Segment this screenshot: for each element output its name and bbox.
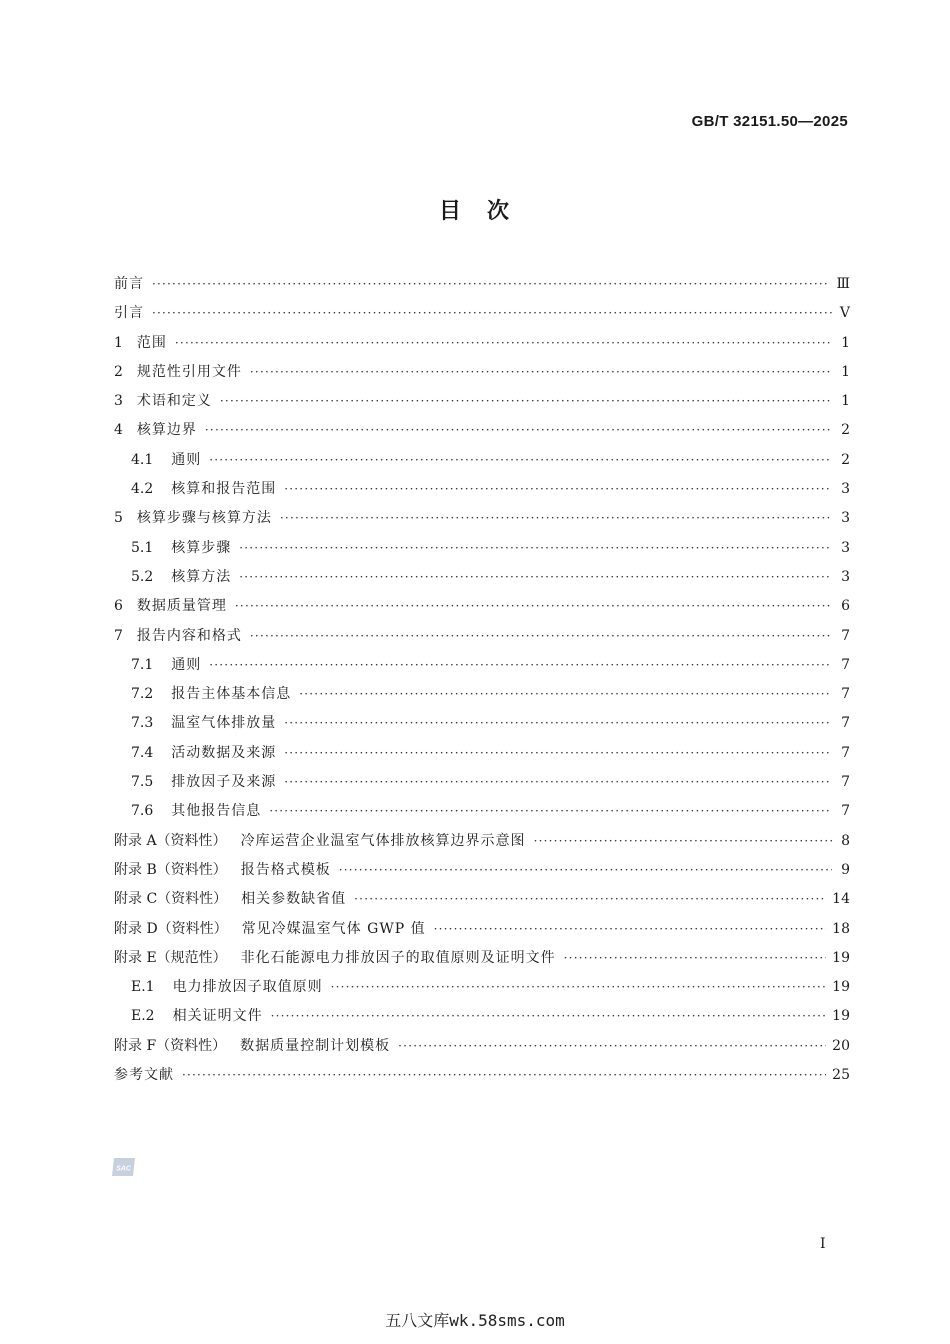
toc-entry-number: 附录 B（资料性） xyxy=(114,861,227,878)
toc-entry-number: 7.4 xyxy=(131,744,154,761)
toc-dot-leader xyxy=(250,622,832,651)
toc-entry-title: 相关参数缺省值 xyxy=(241,891,347,908)
toc-entry-number: E.1 xyxy=(131,979,155,996)
toc-entry-number: 附录 E（规范性） xyxy=(114,949,227,966)
toc-entry-number: 7.3 xyxy=(131,715,154,732)
toc-entry-page: Ⅴ xyxy=(839,305,850,322)
toc-dot-leader xyxy=(398,1032,826,1061)
toc-entry[interactable] xyxy=(114,1032,850,1061)
toc-entry-page: 7 xyxy=(841,715,850,732)
toc-entry[interactable] xyxy=(114,387,850,416)
toc-entry-title: 数据质量管理 xyxy=(136,598,227,615)
toc-dot-leader xyxy=(331,973,827,1002)
toc-entry-number: 5 xyxy=(114,510,123,527)
toc-entry-title: 报告格式模板 xyxy=(240,861,331,878)
toc-entry-page: 6 xyxy=(841,598,850,615)
toc-entry-title: 核算步骤 xyxy=(171,539,232,556)
toc-entry-title: 核算步骤与核算方法 xyxy=(136,510,272,527)
toc-entry-title: 前言 xyxy=(114,276,144,292)
toc-entry-number: 1 xyxy=(114,334,123,351)
toc-entry-title: 冷库运营企业温室气体排放核算边界示意图 xyxy=(240,832,526,849)
toc-entry[interactable] xyxy=(114,768,850,797)
toc-entry-page: 1 xyxy=(841,363,850,380)
toc-entry[interactable] xyxy=(114,944,850,973)
toc-entry-page: 19 xyxy=(832,979,850,996)
toc-entry-page: 9 xyxy=(841,861,850,878)
toc-dot-leader xyxy=(284,739,832,768)
standard-code: GB/T 32151.50—2025 xyxy=(691,113,848,130)
toc-entry-number: E.2 xyxy=(131,1008,155,1025)
site-watermark: 五八文库wk.58sms.com xyxy=(385,1311,565,1330)
toc-entry-title: 温室气体排放量 xyxy=(171,715,277,732)
toc-dot-leader xyxy=(284,475,832,504)
toc-dot-leader xyxy=(205,416,832,445)
toc-dot-leader xyxy=(175,329,832,358)
toc-dot-leader xyxy=(239,563,832,592)
toc-dot-leader xyxy=(271,1002,827,1031)
toc-entry[interactable] xyxy=(114,270,850,299)
toc-entry[interactable] xyxy=(114,915,850,944)
toc-entry[interactable] xyxy=(114,416,850,445)
toc-dot-leader xyxy=(269,797,832,826)
toc-entry[interactable] xyxy=(114,622,850,651)
toc-entry-page: 3 xyxy=(841,510,850,527)
toc-entry-page: 2 xyxy=(841,422,850,439)
toc-entry-page: 7 xyxy=(841,803,850,820)
toc-entry[interactable] xyxy=(114,709,850,738)
toc-entry-number: 7.2 xyxy=(131,686,154,703)
toc-entry-number: 5.1 xyxy=(131,539,154,556)
toc-dot-leader xyxy=(564,944,827,973)
toc-entry-page: 8 xyxy=(841,832,850,849)
toc-dot-leader xyxy=(220,387,832,416)
toc-entry-number: 附录 A（资料性） xyxy=(114,832,227,849)
toc-entry[interactable] xyxy=(114,534,850,563)
toc-entry-page: 3 xyxy=(841,568,850,585)
toc-entry[interactable] xyxy=(114,797,850,826)
toc-entry[interactable] xyxy=(114,651,850,680)
toc-entry-title: 非化石能源电力排放因子的取值原则及证明文件 xyxy=(240,949,556,966)
toc-dot-leader xyxy=(209,446,832,475)
toc-entry[interactable] xyxy=(114,973,850,1002)
toc-entry-page: 18 xyxy=(832,920,850,937)
toc-entry[interactable] xyxy=(114,329,850,358)
toc-entry-page: 7 xyxy=(841,744,850,761)
toc-dot-leader xyxy=(235,592,832,621)
toc-entry-page: 7 xyxy=(841,656,850,673)
toc-entry-title: 常见冷媒温室气体 GWP 值 xyxy=(241,920,426,937)
toc-entry[interactable] xyxy=(114,299,850,328)
toc-entry-title: 其他报告信息 xyxy=(171,803,262,820)
toc-dot-leader xyxy=(250,358,832,387)
toc-entry-number: 4 xyxy=(114,422,123,439)
toc-entry-page: 20 xyxy=(832,1037,850,1054)
toc-entry-number: 7.5 xyxy=(131,774,154,791)
toc-entry-title: 活动数据及来源 xyxy=(171,744,277,761)
toc-entry-title: 相关证明文件 xyxy=(172,1008,263,1025)
toc-entry-page: 14 xyxy=(832,891,850,908)
sac-logo-icon xyxy=(110,1156,137,1178)
page-number: Ⅰ xyxy=(820,1236,826,1252)
toc-entry-title: 报告主体基本信息 xyxy=(171,686,292,703)
toc-dot-leader xyxy=(534,827,832,856)
toc-entry-number: 3 xyxy=(114,393,123,410)
toc-entry-page: 3 xyxy=(841,539,850,556)
toc-entry-page: 19 xyxy=(832,1008,850,1025)
toc-entry-title: 核算和报告范围 xyxy=(171,481,277,498)
toc-entry-page: 7 xyxy=(841,774,850,791)
toc-entry[interactable] xyxy=(114,475,850,504)
toc-dot-leader xyxy=(280,504,832,533)
toc-entry-page: Ⅲ xyxy=(836,276,850,292)
toc-entry-title: 排放因子及来源 xyxy=(171,774,277,791)
toc-dot-leader xyxy=(182,1061,826,1090)
toc-dot-leader xyxy=(209,651,832,680)
toc-entry-number: 7.1 xyxy=(131,656,154,673)
toc-dot-leader xyxy=(152,299,832,328)
toc-entry-title: 通则 xyxy=(171,656,202,673)
toc-entry[interactable] xyxy=(114,592,850,621)
toc-title: 目 次 xyxy=(438,199,511,224)
toc-entry-title: 核算方法 xyxy=(171,568,232,585)
toc-entry-title: 通则 xyxy=(171,451,202,468)
toc-entry[interactable] xyxy=(114,1061,850,1090)
toc-dot-leader xyxy=(299,680,832,709)
toc-entry[interactable] xyxy=(114,856,850,885)
toc-entry[interactable] xyxy=(114,885,850,914)
toc-entry-title: 引言 xyxy=(114,305,144,322)
toc-entry-page: 1 xyxy=(841,334,850,351)
toc-entry-page: 1 xyxy=(841,393,850,410)
toc-entry[interactable] xyxy=(114,358,850,387)
toc-entry-page: 7 xyxy=(841,686,850,703)
toc-entry-title: 范围 xyxy=(136,334,167,351)
toc-entry-number: 附录 C（资料性） xyxy=(114,891,228,908)
toc-dot-leader xyxy=(434,915,827,944)
toc-entry[interactable] xyxy=(114,1002,850,1031)
toc-entry-page: 25 xyxy=(832,1067,850,1084)
toc-entry-number: 5.2 xyxy=(131,568,154,585)
toc-entry[interactable] xyxy=(114,739,850,768)
toc-entry[interactable] xyxy=(114,563,850,592)
toc-entry-title: 电力排放因子取值原则 xyxy=(172,979,323,996)
svg-text:SAC: SAC xyxy=(116,1165,131,1173)
toc-entry-title: 术语和定义 xyxy=(136,393,212,410)
toc-entry-page: 2 xyxy=(841,451,850,468)
toc-entry-number: 附录 D（资料性） xyxy=(114,920,228,937)
toc-entry-page: 7 xyxy=(841,627,850,644)
toc-dot-leader xyxy=(239,534,832,563)
toc-entry-number: 6 xyxy=(114,598,123,615)
toc-dot-leader xyxy=(284,768,832,797)
toc-entry-number: 2 xyxy=(114,363,123,380)
toc-list xyxy=(114,270,850,1090)
toc-entry[interactable] xyxy=(114,446,850,475)
toc-entry-title: 报告内容和格式 xyxy=(136,627,242,644)
toc-entry-number: 7.6 xyxy=(131,803,154,820)
toc-dot-leader xyxy=(339,856,832,885)
toc-entry-title: 数据质量控制计划模板 xyxy=(240,1037,391,1054)
toc-entry-page: 19 xyxy=(832,949,850,966)
toc-entry[interactable] xyxy=(114,504,850,533)
toc-entry-title: 规范性引用文件 xyxy=(136,363,242,380)
toc-entry-title: 参考文献 xyxy=(114,1067,174,1084)
toc-entry-page: 3 xyxy=(841,481,850,498)
toc-entry[interactable] xyxy=(114,827,850,856)
toc-dot-leader xyxy=(354,885,826,914)
toc-dot-leader xyxy=(152,270,830,299)
toc-entry-number: 附录 F（资料性） xyxy=(114,1037,227,1054)
toc-entry-number: 7 xyxy=(114,627,123,644)
toc-entry-number: 4.2 xyxy=(131,481,154,498)
toc-entry[interactable] xyxy=(114,680,850,709)
toc-dot-leader xyxy=(284,709,832,738)
toc-entry-title: 核算边界 xyxy=(136,422,197,439)
toc-entry-number: 4.1 xyxy=(131,451,154,468)
